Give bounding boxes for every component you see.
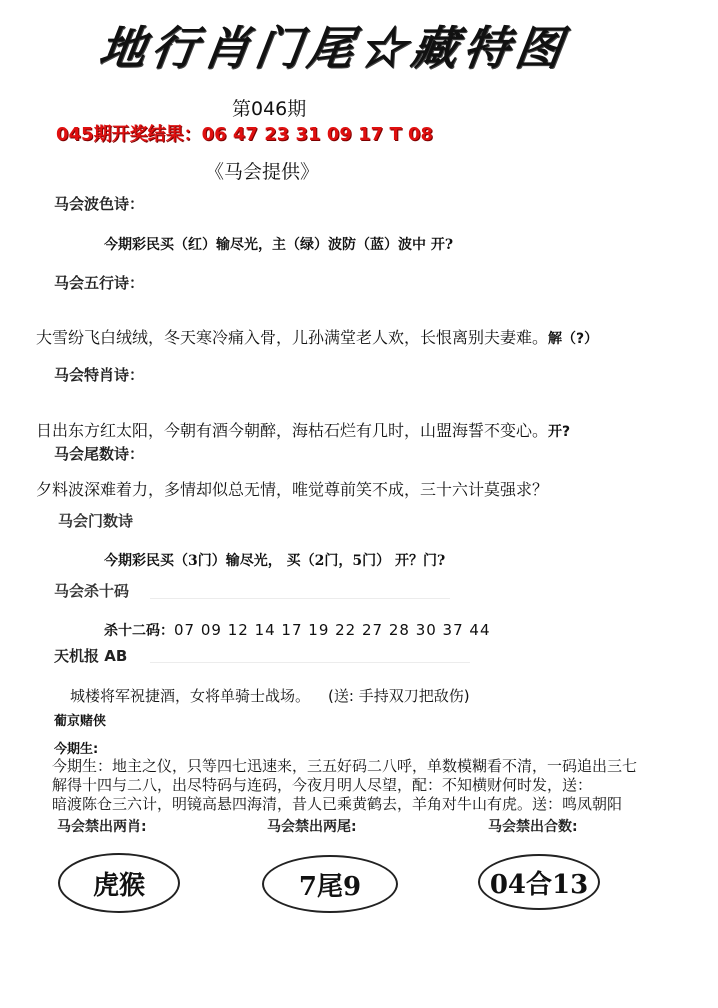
zodiac-suffix: 开? [548, 424, 571, 440]
banned-tail-value [262, 855, 398, 913]
tail-poem-label: 马会尾数诗： [54, 445, 145, 463]
banned-sum-value [478, 854, 600, 910]
tianji-line [70, 685, 470, 706]
five-elements-suffix: 解（?） [548, 331, 599, 347]
door-poem-text: 今期彩民买（3门）输尽光， 买（2门，5门） 开？门? [104, 553, 446, 569]
tail-poem-text: 夕料波深难着力，多情却似总无情，唯觉尊前笑不成，三十六计莫强求？ [36, 480, 549, 499]
kill-numbers-prefix: 杀十二码： [104, 623, 174, 639]
five-elements-poem: 大雪纷飞白绒绒，冬天寒冷痛入骨，儿孙满堂老人欢，长恨离别夫妻难。 [36, 328, 549, 347]
jinqi-line-3: 暗渡陈仓三六计，明镜高悬四海清，昔人已乘黄鹤去，羊角对牛山有虎。送：鸣凤朝阳 [52, 795, 623, 813]
kill-numbers-values: 07 09 12 14 17 19 22 27 28 30 37 44 [174, 621, 491, 639]
banned-zodiac-value [58, 853, 180, 913]
wave-poem-text: 今期彩民买（红）输尽光，主（绿）波防（蓝）波中 开? [104, 237, 454, 253]
issue-number: 第046期 [232, 98, 307, 120]
door-poem-label: 马会门数诗 [58, 512, 134, 530]
banned-sum-label: 马会禁出合数: [488, 819, 578, 835]
previous-result: 045期开奖结果：06 47 23 31 09 17 T 08 [56, 124, 434, 145]
jinqi-label: 今期生: [54, 742, 99, 757]
five-elements-label: 马会五行诗： [54, 274, 145, 292]
wave-poem-label: 马会波色诗： [54, 195, 145, 213]
banned-zodiac-text: 虎猴 [92, 870, 145, 901]
banned-tail-label: 马会禁出两尾: [267, 819, 357, 835]
casino-label: 葡京赌侠 [54, 714, 107, 729]
banned-zodiac-label: 马会禁出两肖: [57, 819, 147, 835]
kill-numbers-label: 马会杀十码 [54, 582, 130, 600]
five-elements-text [36, 325, 598, 348]
provider-label: 《马会提供》 [205, 161, 320, 183]
tianji-label: 天机报 AB [54, 647, 128, 665]
divider [150, 598, 450, 599]
jinqi-line-1: 今期生：地主之仪，只等四七迅速来，三五好码二八呼，单数模糊看不清，一码追出三七 [52, 757, 638, 775]
jinqi-line-2: 解得十四与二八，出尽特码与连码，今夜月明人尽望，配：不知横财何时发，送： [52, 776, 593, 794]
banned-tail-text: 7尾9 [298, 871, 362, 902]
banned-sum-text: 04合13 [489, 869, 589, 900]
page-title: 地行肖门尾☆藏特图 [95, 21, 572, 75]
zodiac-poem-text [36, 418, 570, 441]
zodiac-poem: 日出东方红太阳，今朝有酒今朝醉，海枯石烂有几时，山盟海誓不变心。 [36, 421, 549, 440]
tianji-text: 城楼将军祝捷酒，女将单骑士战场。 [70, 687, 311, 705]
zodiac-poem-label: 马会特肖诗： [54, 366, 145, 384]
kill-numbers-line [104, 620, 491, 640]
divider [150, 662, 470, 663]
tianji-suffix: (送: 手持双刀把敌伤) [328, 687, 470, 705]
